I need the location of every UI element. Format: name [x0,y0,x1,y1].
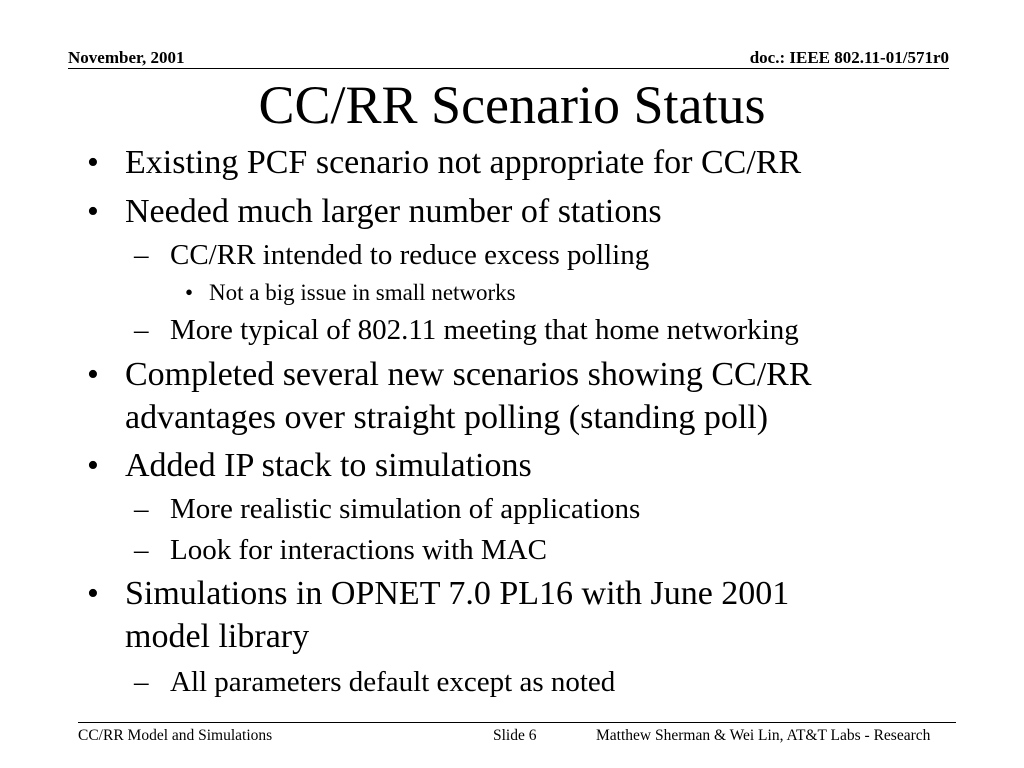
bullet-marker: • [87,575,99,612]
sub-bullet-text: More realistic simulation of applications [170,493,641,525]
header-date: November, 2001 [68,48,185,67]
sub-bullet-text: CC/RR intended to reduce excess polling [170,239,650,271]
sub-bullet-marker: – [134,493,149,525]
sub-bullet-item [134,312,799,348]
bullet-text: Needed much larger number of stations [125,193,662,230]
bullet-text: advantages over straight polling (standing poll) [125,399,769,436]
bullet-continuation [125,616,309,658]
bullet-continuation [125,397,768,439]
footer-slide-number: Slide 6 [493,727,537,744]
sub-sub-bullet-text: Not a big issue in small networks [209,280,516,305]
sub-bullet-marker: – [134,534,149,566]
sub-bullet-item [134,237,650,273]
bullet-item [87,573,790,615]
sub-sub-bullet-marker: • [185,280,194,305]
header-doc-id: doc.: IEEE 802.11-01/571r0 [749,48,949,67]
sub-sub-bullet-item [185,279,516,307]
bullet-marker: • [87,356,99,393]
sub-bullet-text: Look for interactions with MAC [170,534,547,566]
sub-bullet-item [134,532,547,568]
sub-bullet-marker: – [134,239,149,271]
bullet-text: Completed several new scenarios showing CC/RR [125,356,812,393]
slide-title: CC/RR Scenario Status [258,75,766,135]
footer-rule [78,722,956,723]
bullet-marker: • [87,144,99,181]
bullet-text: Added IP stack to simulations [125,447,532,484]
bullet-item [87,445,532,487]
header-rule [68,68,949,69]
sub-bullet-marker: – [134,666,149,698]
bullet-text: Simulations in OPNET 7.0 PL16 with June 2001 [125,575,790,612]
sub-bullet-text: More typical of 802.11 meeting that home networking [170,314,799,346]
footer-authors: Matthew Sherman & Wei Lin, AT&T Labs - Research [596,727,931,744]
sub-bullet-marker: – [134,314,149,346]
bullet-text: model library [125,618,310,655]
sub-bullet-item [134,491,641,527]
bullet-marker: • [87,193,99,230]
sub-bullet-item [134,664,616,700]
bullet-item [87,354,812,396]
sub-bullet-text: All parameters default except as noted [170,666,616,698]
footer-presentation-title: CC/RR Model and Simulations [78,727,273,744]
bullet-marker: • [87,447,99,484]
bullet-item [87,191,662,233]
bullet-text: Existing PCF scenario not appropriate for CC/RR [125,144,802,181]
bullet-item [87,142,802,184]
